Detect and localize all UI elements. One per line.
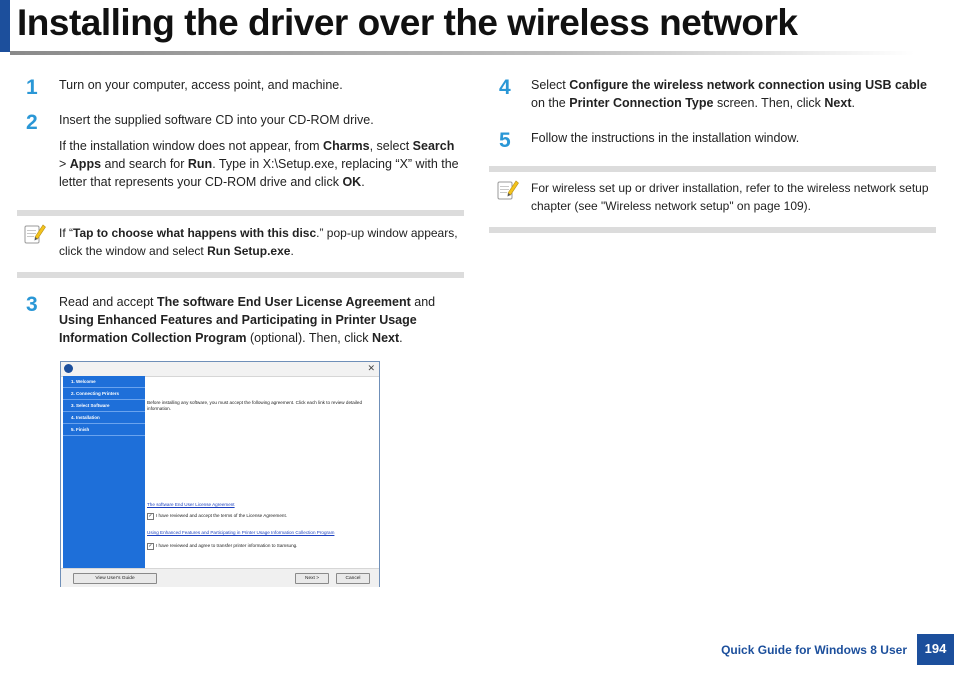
- license-accept-checkbox[interactable]: ✓: [148, 513, 153, 519]
- step-number-5: 5: [499, 129, 511, 152]
- sidebar-item-installation: 4. Installation: [63, 412, 145, 424]
- title-divider: [10, 51, 915, 55]
- step-number-4: 4: [499, 76, 511, 99]
- note-pencil-icon: [497, 178, 519, 202]
- step-1-text: Turn on your computer, access point, and machine.: [59, 78, 343, 92]
- step-number-1: 1: [26, 76, 38, 99]
- footer-guide-label: Quick Guide for Windows 8 User: [721, 643, 907, 657]
- page-title: Installing the driver over the wireless network: [17, 2, 798, 43]
- dialog-intro-text: Before installing any software, you must accept the following agreement. Click each link to review detailed information.: [147, 400, 362, 411]
- dialog-titlebar: [61, 362, 379, 377]
- enhanced-features-link[interactable]: Using Enhanced Features and Participating in Printer Usage Information Collection Program: [147, 530, 335, 535]
- note-2-text: For wireless set up or driver installation, refer to the wireless network setup chapter (see "Wireless network setup" on page 109).: [531, 181, 929, 213]
- next-button[interactable]: Next >: [295, 573, 329, 584]
- license-agreement-link[interactable]: The software End User License Agreement: [147, 502, 235, 507]
- page-number-badge: 194: [917, 634, 954, 665]
- step-3-text: Read and accept The software End User License Agreement and Using Enhanced Features and Participating in Printer Usage Information Collection Program (optional). Then, click Next.: [59, 295, 436, 345]
- sidebar-item-select-software: 3. Select Software: [63, 400, 145, 412]
- step-5-text: Follow the instructions in the installation window.: [531, 131, 800, 145]
- step-2-text: Insert the supplied software CD into your CD-ROM drive.: [59, 113, 374, 127]
- title-accent-bar: [0, 0, 10, 52]
- sidebar-item-connecting-printers: 2. Connecting Printers: [63, 388, 145, 400]
- step-number-3: 3: [26, 293, 38, 316]
- sidebar-item-welcome: 1. Welcome: [63, 376, 145, 388]
- transfer-info-label: I have reviewed and agree to transfer printer information to Samsung.: [156, 543, 298, 548]
- transfer-info-checkbox[interactable]: ✓: [148, 543, 153, 549]
- license-accept-label: I have reviewed and accept the terms of the License Agreement.: [156, 513, 287, 518]
- step-number-2: 2: [26, 111, 38, 134]
- cancel-button[interactable]: Cancel: [336, 573, 370, 584]
- note-pencil-icon: [24, 222, 46, 246]
- sidebar-item-finish: 5. Finish: [63, 424, 145, 436]
- dialog-sidebar: [63, 376, 145, 568]
- note-1-text: If “Tap to choose what happens with this disc.” pop-up window appears, click the window and select Run Setup.exe.: [59, 226, 458, 258]
- installer-dialog-screenshot: [60, 361, 380, 587]
- installer-app-icon: [64, 364, 73, 373]
- step-4-text: Select Configure the wireless network connection using USB cable on the Printer Connection Type screen. Then, click Next.: [531, 78, 927, 110]
- dialog-content: [147, 376, 377, 568]
- dialog-footer: [61, 568, 379, 587]
- close-icon[interactable]: ✕: [367, 363, 375, 373]
- step-2-subtext: If the installation window does not appear, from Charms, select Search > Apps and search for Run. Type in X:\Setup.exe, replacing “X” with the letter that represents your CD-ROM drive and click OK.: [59, 139, 459, 189]
- view-users-guide-button[interactable]: View User's Guide: [73, 573, 157, 584]
